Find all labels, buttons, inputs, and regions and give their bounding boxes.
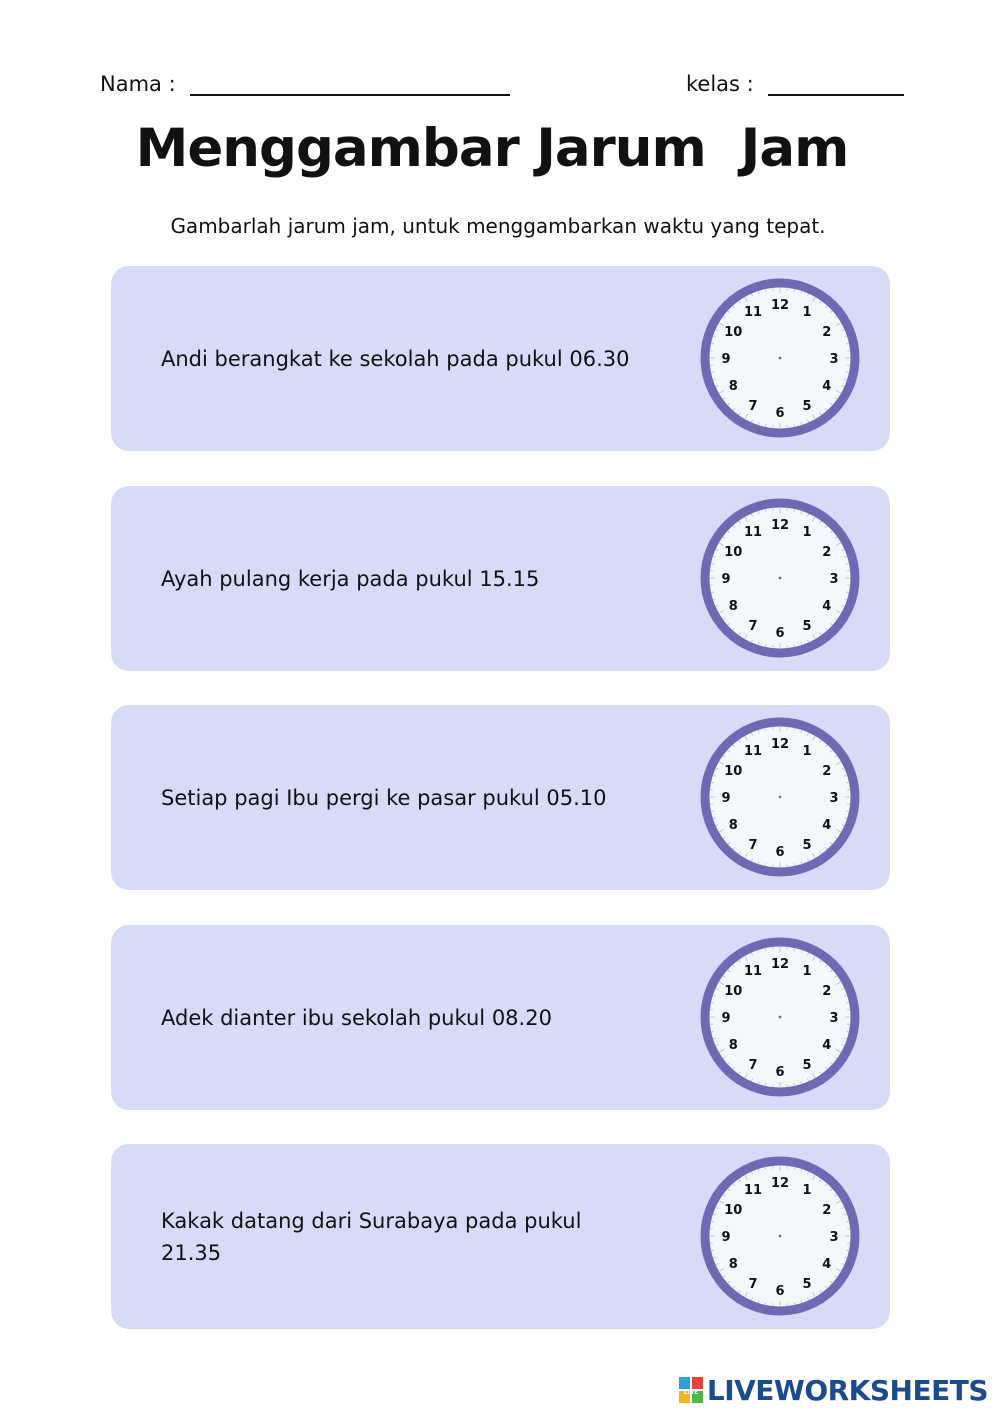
clock-number: 12 — [770, 518, 790, 533]
clock-tick — [846, 1250, 848, 1251]
question-card-2 — [111, 486, 890, 671]
clock-face-icon[interactable] — [699, 716, 861, 878]
clock-number: 9 — [721, 1230, 731, 1245]
clock-tick — [765, 729, 766, 731]
clock-number: 11 — [743, 305, 763, 321]
clock-tick — [765, 1302, 766, 1304]
question-text: Ayah pulang kerja pada pukul 15.15 — [161, 566, 540, 591]
clock-face-icon[interactable] — [699, 1155, 861, 1317]
clock-number: 1 — [802, 305, 812, 321]
clock-tick — [846, 372, 848, 373]
clock-number: 12 — [770, 298, 790, 313]
clock-number: 12 — [770, 957, 790, 972]
question-card-5 — [111, 1144, 890, 1329]
clock-center-dot — [779, 357, 782, 360]
clock-number: 7 — [748, 837, 758, 853]
clock-number: 1 — [802, 744, 812, 760]
liveworksheets-logo-icon — [679, 1377, 703, 1403]
clock-number: 9 — [721, 572, 731, 587]
clock-tick — [846, 782, 848, 783]
clock-number: 12 — [770, 1176, 790, 1191]
clock-number: 7 — [748, 1276, 758, 1292]
clock-number: 5 — [802, 398, 812, 414]
question-card-1 — [111, 266, 890, 451]
clock-number: 6 — [775, 845, 785, 860]
question-text: Adek dianter ibu sekolah pukul 08.20 — [161, 1005, 552, 1030]
clock-number: 5 — [802, 1276, 812, 1292]
clock-number: 3 — [829, 1230, 839, 1245]
clock-center-dot — [779, 796, 782, 799]
clock-tick — [846, 1221, 848, 1222]
clock-tick — [794, 644, 795, 646]
clock-number: 11 — [743, 1183, 763, 1199]
clock-number: 9 — [721, 1011, 731, 1026]
clock-number: 9 — [721, 791, 731, 806]
brand-text: LIVEWORKSHEETS — [706, 1373, 988, 1407]
clock-tick — [794, 290, 795, 292]
clock-number: 2 — [822, 1203, 832, 1218]
clock-number: 1 — [802, 1183, 812, 1199]
clock-number: 3 — [829, 352, 839, 367]
clock-number: 2 — [822, 984, 832, 999]
clock-number: 5 — [802, 837, 812, 853]
clock-number: 4 — [822, 1038, 832, 1053]
question-text: Setiap pagi Ibu pergi ke pasar pukul 05.10 — [161, 785, 607, 810]
clock-tick — [712, 372, 714, 373]
class-input-line[interactable] — [768, 94, 904, 96]
clock-number: 8 — [728, 379, 738, 394]
clock-number: 10 — [724, 764, 743, 779]
question-card-3 — [111, 705, 890, 890]
clock-number: 4 — [822, 1257, 832, 1272]
clock-number: 10 — [724, 545, 743, 560]
clock-number: 4 — [822, 599, 832, 614]
brand-logo — [679, 1372, 988, 1408]
clock-face-icon[interactable] — [699, 277, 861, 439]
clock-number: 4 — [822, 818, 832, 833]
clock-tick — [846, 343, 848, 344]
clock-tick — [712, 592, 714, 593]
clock-tick — [765, 1083, 766, 1085]
clock-tick — [712, 563, 714, 564]
clock-tick — [712, 1002, 714, 1003]
clock-tick — [712, 1031, 714, 1032]
clock-tick — [712, 782, 714, 783]
clock-tick — [794, 424, 795, 426]
clock-number: 11 — [743, 525, 763, 541]
clock-tick — [712, 1250, 714, 1251]
clock-number: 4 — [822, 379, 832, 394]
clock-tick — [846, 1002, 848, 1003]
question-text: Andi berangkat ke sekolah pada pukul 06.30 — [161, 346, 630, 371]
clock-number: 3 — [829, 1011, 839, 1026]
clock-number: 7 — [748, 1057, 758, 1073]
clock-tick — [846, 811, 848, 812]
clock-number: 6 — [775, 1065, 785, 1080]
clock-number: 3 — [829, 572, 839, 587]
clock-tick — [794, 729, 795, 731]
class-label: kelas : — [686, 72, 754, 96]
clock-number: 8 — [728, 599, 738, 614]
clock-tick — [712, 343, 714, 344]
clock-center-dot — [779, 1016, 782, 1019]
clock-tick — [794, 510, 795, 512]
clock-number: 9 — [721, 352, 731, 367]
clock-tick — [765, 510, 766, 512]
clock-tick — [846, 563, 848, 564]
question-card-4 — [111, 925, 890, 1110]
clock-number: 8 — [728, 1038, 738, 1053]
name-label: Nama : — [100, 72, 176, 96]
clock-tick — [794, 1168, 795, 1170]
clock-number: 6 — [775, 1284, 785, 1299]
clock-tick — [765, 424, 766, 426]
clock-number: 10 — [724, 1203, 743, 1218]
name-input-line[interactable] — [190, 94, 510, 96]
clock-number: 3 — [829, 791, 839, 806]
clock-tick — [765, 290, 766, 292]
clock-tick — [794, 863, 795, 865]
clock-number: 8 — [728, 1257, 738, 1272]
clock-tick — [846, 592, 848, 593]
question-text: Kakak datang dari Surabaya pada pukul 21.35 — [161, 1208, 582, 1265]
clock-number: 2 — [822, 545, 832, 560]
clock-number: 2 — [822, 325, 832, 340]
clock-number: 10 — [724, 325, 743, 340]
instruction-text: Gambarlah jarum jam, untuk menggambarkan waktu yang tepat. — [170, 214, 826, 238]
clock-tick — [846, 1031, 848, 1032]
class-field — [686, 72, 904, 96]
clock-number: 6 — [775, 626, 785, 641]
clock-face-icon[interactable] — [699, 497, 861, 659]
clock-number: 2 — [822, 764, 832, 779]
clock-face-icon[interactable] — [699, 936, 861, 1098]
clock-center-dot — [779, 1235, 782, 1238]
logo-letters: LIVE — [683, 1389, 699, 1396]
clock-tick — [765, 1168, 766, 1170]
clock-number: 12 — [770, 737, 790, 752]
clock-center-dot — [779, 577, 782, 580]
clock-tick — [765, 644, 766, 646]
clock-number: 11 — [743, 964, 763, 980]
clock-tick — [794, 949, 795, 951]
clock-number: 7 — [748, 398, 758, 414]
clock-number: 5 — [802, 618, 812, 634]
clock-number: 10 — [724, 984, 743, 999]
clock-tick — [765, 949, 766, 951]
name-field — [100, 72, 510, 96]
clock-number: 1 — [802, 525, 812, 541]
clock-number: 11 — [743, 744, 763, 760]
clock-number: 6 — [775, 406, 785, 421]
clock-tick — [794, 1302, 795, 1304]
clock-tick — [712, 811, 714, 812]
clock-number: 7 — [748, 618, 758, 634]
clock-number: 5 — [802, 1057, 812, 1073]
clock-tick — [794, 1083, 795, 1085]
page-title: Menggambar Jarum Jam — [135, 118, 849, 179]
clock-number: 8 — [728, 818, 738, 833]
clock-tick — [712, 1221, 714, 1222]
clock-tick — [765, 863, 766, 865]
clock-number: 1 — [802, 964, 812, 980]
